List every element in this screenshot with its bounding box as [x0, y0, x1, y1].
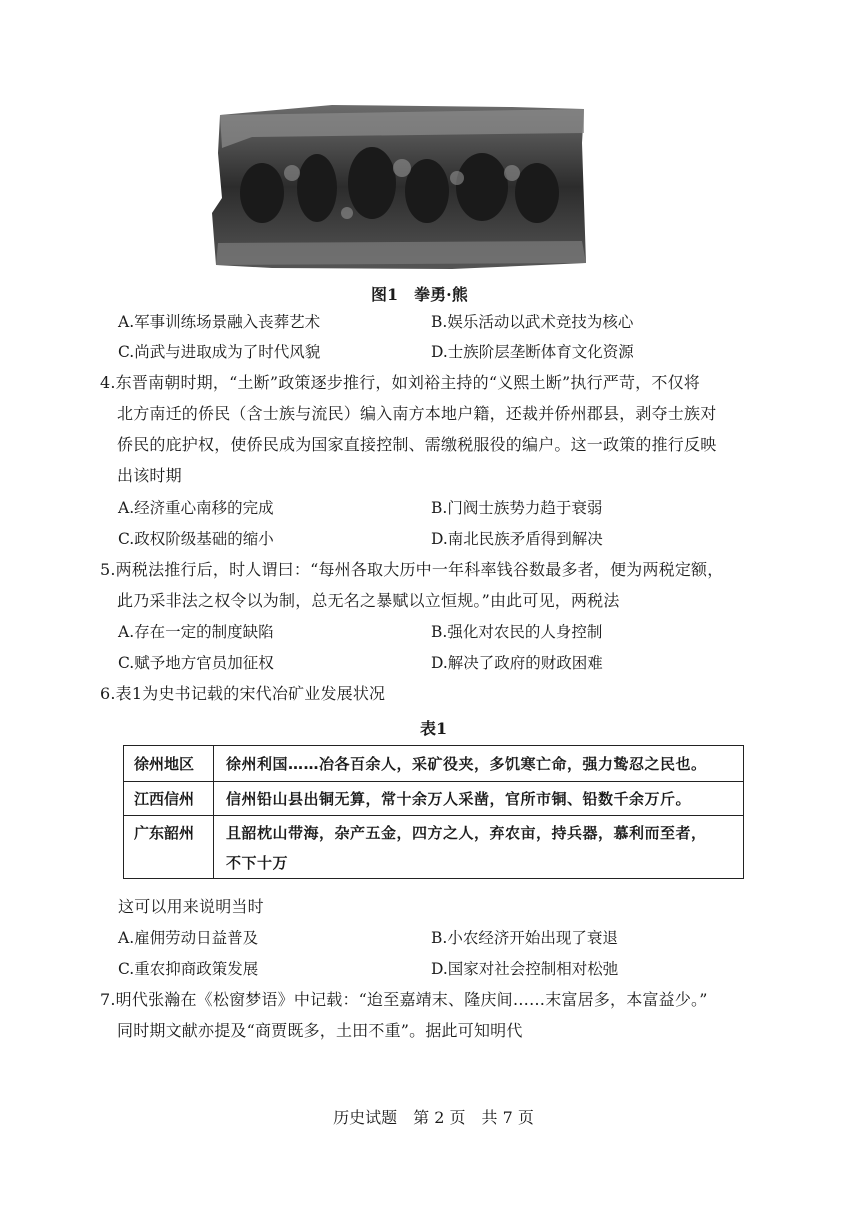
q5-option-a: A.存在一定的制度缺陷	[118, 623, 274, 641]
table-region: 广东韶州	[134, 824, 195, 842]
q5-option-d: D.解决了政府的财政困难	[431, 654, 603, 672]
page-footer: 历史试题 第 2 页 共 7 页	[333, 1108, 534, 1127]
q5-option-b: B.强化对农民的人身控制	[431, 623, 603, 641]
question-7-line-2: 同时期文献亦提及“商贾既多，土田不重”。据此可知明代	[117, 1021, 523, 1040]
table-text: 徐州利国……冶各百余人，采矿役夹，多饥寒亡命，强力鸷忍之民也。	[226, 755, 707, 773]
question-6-after-table: 这可以用来说明当时	[118, 897, 264, 916]
table-text: 不下十万	[226, 854, 289, 872]
table-text: 且韶枕山带海，杂产五金，四方之人，弃农亩，持兵器，慕利而至者，	[226, 824, 707, 842]
q6-option-d: D.国家对社会控制相对松弛	[431, 960, 619, 978]
option-d: D.士族阶层垄断体育文化资源	[431, 343, 634, 361]
option-c: C.尚武与进取成为了时代风貌	[118, 343, 321, 361]
q4-option-b: B.门阀士族势力趋于衰弱	[431, 499, 603, 517]
question-5-line-1: 5.两税法推行后，时人谓曰：“每州各取大历中一年科率钱谷数最多者，便为两税定额，	[100, 560, 724, 579]
q4-option-d: D.南北民族矛盾得到解决	[431, 530, 603, 548]
question-4-line-2: 北方南迁的侨民（含士族与流民）编入南方本地户籍，还裁并侨州郡县，剥夺士族对	[117, 404, 717, 423]
question-4-line-1: 4.东晋南朝时期，“土断”政策逐步推行，如刘裕主持的“义熙土断”执行严苛，不仅将	[100, 373, 700, 392]
question-4-line-4: 出该时期	[117, 466, 182, 485]
table-row	[124, 746, 743, 782]
question-7-line-1: 7.明代张瀚在《松窗梦语》中记载：“迨至嘉靖末、隆庆间……末富居多，本富益少。”	[100, 990, 708, 1009]
q6-option-a: A.雇佣劳动日益普及	[118, 929, 259, 947]
q5-option-c: C.赋予地方官员加征权	[118, 654, 274, 672]
table-text: 信州铅山县出铜无算，常十余万人采凿，官所市铜、铅数千余万斤。	[226, 790, 692, 808]
table-row	[124, 781, 743, 816]
question-5-line-2: 此乃采非法之权令以为制，总无名之暴赋以立恒规。”由此可见，两税法	[117, 591, 620, 610]
option-a: A.军事训练场景融入丧葬艺术	[118, 313, 321, 331]
table-region: 徐州地区	[134, 755, 195, 773]
figure-caption: 图1 拳勇·熊	[371, 285, 468, 304]
option-b: B.娱乐活动以武术竞技为核心	[431, 313, 634, 331]
question-6-line-1: 6.表1为史书记载的宋代冶矿业发展状况	[100, 684, 386, 703]
table-title: 表1	[420, 719, 448, 738]
q4-option-c: C.政权阶级基础的缩小	[118, 530, 274, 548]
q4-option-a: A.经济重心南移的完成	[118, 499, 274, 517]
mining-table	[123, 745, 744, 879]
table-row	[124, 815, 743, 878]
relief-image	[212, 103, 587, 271]
question-4-line-3: 侨民的庇护权，使侨民成为国家直接控制、需缴税服役的编户。这一政策的推行反映	[117, 435, 717, 454]
q6-option-c: C.重农抑商政策发展	[118, 960, 259, 978]
table-region: 江西信州	[134, 790, 195, 808]
q6-option-b: B.小农经济开始出现了衰退	[431, 929, 618, 947]
